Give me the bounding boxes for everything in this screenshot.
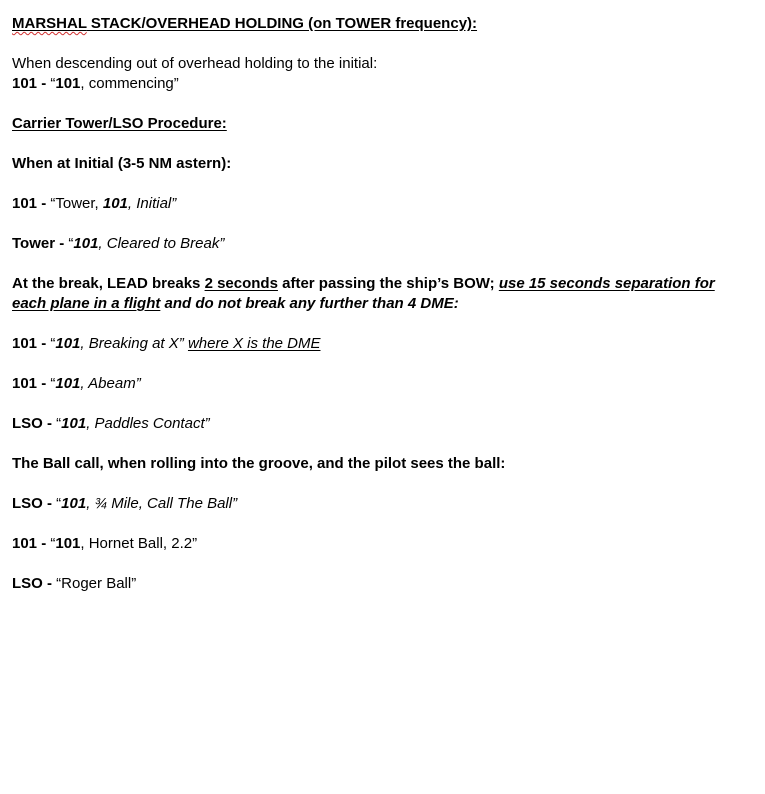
initial-heading: When at Initial (3-5 NM astern): bbox=[12, 155, 232, 172]
marshal-heading: MARSHAL STACK/OVERHEAD HOLDING (on TOWER frequency): bbox=[12, 15, 478, 32]
call-the-ball-call: LSO - “101, ¾ Mile, Call The Ball” bbox=[12, 495, 238, 512]
paddles-contact-call: LSO - “101, Paddles Contact” bbox=[12, 415, 210, 432]
hornet-ball-call: 101 - “101, Hornet Ball, 2.2” bbox=[12, 535, 198, 552]
descending-text: When descending out of overhead holding to the initial: bbox=[12, 55, 378, 72]
abeam-call: 101 - “101, Abeam” bbox=[12, 375, 141, 392]
tower-cleared-call: Tower - “101, Cleared to Break” bbox=[12, 235, 225, 252]
initial-call: 101 - “Tower, 101, Initial” bbox=[12, 195, 177, 212]
roger-ball-call: LSO - “Roger Ball” bbox=[12, 575, 137, 592]
ball-call-heading: The Ball call, when rolling into the groove, and the pilot sees the ball: bbox=[12, 455, 506, 472]
break-instruction: At the break, LEAD breaks 2 seconds after passing the ship’s BOW; use 15 seconds separation for each plane in a flight and do not break any further than 4 DME: bbox=[12, 275, 715, 312]
misspelled-word: MARSHAL bbox=[12, 15, 87, 32]
tower-lso-heading: Carrier Tower/LSO Procedure: bbox=[12, 115, 227, 132]
commencing-call: 101 - “101, commencing” bbox=[12, 75, 179, 92]
breaking-call: 101 - “101, Breaking at X” where X is the DME bbox=[12, 335, 321, 352]
